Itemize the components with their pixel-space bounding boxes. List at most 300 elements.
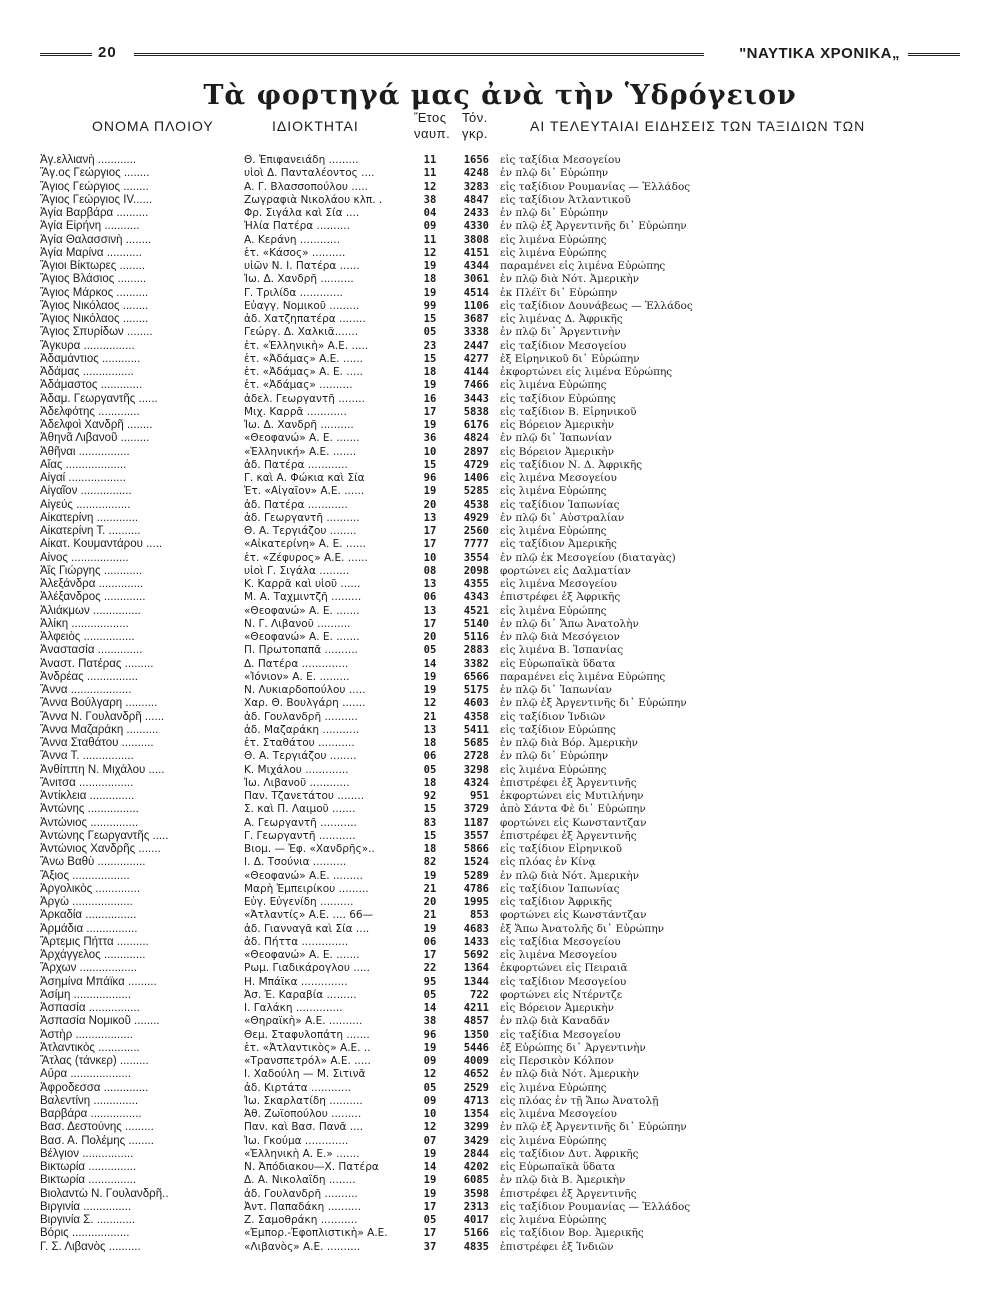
latest-news: εἰς πλόας ἐν τῇ Ἄπω Ἀνατολῇ bbox=[500, 1094, 659, 1107]
ship-name: Ἀδελφότης ............. bbox=[40, 405, 140, 418]
table-row bbox=[40, 817, 980, 830]
latest-news: ἐν πλῷ διὰ Νότ. Ἀμερικὴν bbox=[500, 1068, 640, 1081]
latest-news: ἐξ Εὐρώπης δι᾽ Ἀργεντινὴν bbox=[500, 1041, 646, 1054]
owner: Κ. Μιχάλου ............. bbox=[244, 763, 349, 776]
gross-tons: 4652 bbox=[463, 1068, 489, 1081]
year-built: 15 bbox=[423, 458, 437, 471]
year-built: 13 bbox=[423, 578, 437, 590]
table-row bbox=[40, 432, 980, 445]
ship-name: Ἄννα Τ. ................ bbox=[40, 750, 134, 763]
ship-name: Ἀθηνᾶ Λιβανοῦ ......... bbox=[40, 432, 150, 445]
latest-news: εἰς Περσικὸν Κόλπον bbox=[500, 1055, 614, 1067]
owner: ἑτ. «Κάσος» .......... bbox=[244, 246, 346, 259]
table-row bbox=[40, 962, 980, 975]
ship-name: Ἄννα Σταθάτου .......... bbox=[40, 737, 154, 749]
owner: «Θεοφανώ» Α. Ε. ....... bbox=[244, 949, 360, 961]
year-built: 20 bbox=[423, 498, 437, 511]
table-row bbox=[40, 976, 980, 989]
col-header-tons-2: γκρ. bbox=[462, 126, 489, 141]
table-row bbox=[40, 512, 980, 525]
latest-news: ἐκ Πλέϊτ δι᾽ Εὐρώπην bbox=[500, 286, 618, 299]
latest-news: ἐπιστρέφει ἐξ Ἰνδιῶν bbox=[500, 1240, 614, 1253]
table-row bbox=[40, 1201, 980, 1214]
latest-news: φορτώνει εἰς Δαλματίαν bbox=[500, 564, 631, 577]
latest-news: φορτώνει εἰς Ντέρντζε bbox=[500, 988, 623, 1001]
owner: Ι. Γαλάκη .............. bbox=[244, 1002, 343, 1014]
table-row bbox=[40, 525, 980, 538]
year-built: 08 bbox=[423, 564, 437, 577]
ship-name: Ἀνθίππη Ν. Μιχάλου ..... bbox=[40, 763, 165, 776]
owner: Μαρὴ Ἐμπειρίκου ......... bbox=[244, 882, 369, 895]
owner: ἀδ. Χατζηπατέρα ........ bbox=[244, 313, 366, 325]
table-row bbox=[40, 1121, 980, 1134]
latest-news: παραμένει εἰς λιμένα Εὐρώπης bbox=[500, 670, 666, 683]
owner: «Ἐμπορ.-Ἐφοπλιστικὴ» Α.Ε. bbox=[244, 1227, 388, 1240]
owner: «Θεοφανώ» Α. Ε. ....... bbox=[244, 631, 360, 643]
gross-tons: 4847 bbox=[463, 193, 489, 206]
gross-tons: 5446 bbox=[463, 1041, 489, 1054]
table-row bbox=[40, 777, 980, 790]
ship-name: Ἀδάμας ................ bbox=[40, 366, 134, 378]
owner: «Ἰόνιον» Α. Ε. ......... bbox=[244, 670, 350, 683]
owner: «Θεοφανώ» Α. Ε. ....... bbox=[244, 604, 360, 617]
owner: «Θεοφανώ» Α. Ε. ....... bbox=[244, 432, 360, 445]
year-built: 92 bbox=[423, 790, 437, 802]
gross-tons: 951 bbox=[470, 790, 489, 802]
gross-tons: 1433 bbox=[463, 935, 489, 948]
latest-news: εἰς ταξίδιον Ἀφρικῆς bbox=[500, 896, 613, 908]
table-row bbox=[40, 340, 980, 353]
ship-name: Γ. Σ. Λιβανὸς .......... bbox=[40, 1240, 141, 1253]
latest-news: εἰς ταξίδιον Ρουμανίας — Ἑλλάδος bbox=[500, 180, 691, 193]
owner: ἀδ. Πατέρα ............ bbox=[244, 458, 348, 471]
ship-name: Αἰγεύς ................. bbox=[40, 498, 131, 511]
latest-news: ἐν πλῷ διὰ Νότ. Ἀμερικὴν bbox=[500, 869, 640, 882]
owner: Ν. Γ. Λιβανοῦ .......... bbox=[244, 617, 351, 630]
gross-tons: 4144 bbox=[463, 366, 489, 378]
table-row bbox=[40, 393, 980, 406]
owner: Βιομ. — Ἐφ. «Χανδρῆς».. bbox=[244, 843, 375, 855]
ship-name: Ἀντώνιος ............... bbox=[40, 816, 139, 829]
latest-news: εἰς ταξίδια Μεσογείου bbox=[500, 154, 621, 166]
table-row bbox=[40, 366, 980, 379]
ship-name: Ἄρχων .................. bbox=[40, 962, 138, 975]
year-built: 06 bbox=[423, 591, 437, 604]
owner: ἀδ. Γουλανδρῆ .......... bbox=[244, 710, 358, 723]
table-row bbox=[40, 538, 980, 551]
latest-news: ἐν πλῷ διὰ Β. Ἀμερικὴν bbox=[500, 1174, 626, 1187]
year-built: 13 bbox=[423, 723, 437, 736]
year-built: 19 bbox=[423, 1041, 437, 1054]
gross-tons: 2883 bbox=[463, 644, 489, 657]
table-row bbox=[40, 287, 980, 300]
owner: Ἰω. Γκούμα ............. bbox=[244, 1134, 349, 1147]
ship-name: Ἄνω Βαθὺ ............... bbox=[40, 856, 146, 869]
table-row bbox=[40, 1029, 980, 1042]
gross-tons: 1656 bbox=[463, 154, 489, 166]
latest-news: ἐπιστρέφει ἐξ Ἀργεντινῆς bbox=[500, 776, 637, 789]
table-row bbox=[40, 406, 980, 419]
latest-news: εἰς λιμένα Εὐρώπης bbox=[500, 485, 607, 498]
ship-name: Ἄννα Μαζαράκη .......... bbox=[40, 723, 159, 736]
table-row bbox=[40, 552, 980, 565]
gross-tons: 3061 bbox=[463, 273, 489, 286]
owner: Γ. Γεωργαντῆ ........... bbox=[244, 829, 356, 842]
year-built: 19 bbox=[423, 1187, 437, 1200]
year-built: 19 bbox=[423, 260, 437, 272]
header-rule-right bbox=[908, 53, 960, 56]
latest-news: ἐν πλῷ δι᾽ Ἰαπωνίαν bbox=[500, 684, 612, 696]
latest-news: ἀπὸ Σάντα Φὲ δι᾽ Εὐρώπην bbox=[500, 803, 646, 816]
year-built: 18 bbox=[423, 843, 437, 855]
ship-name: Ἀλεξάνδρα .............. bbox=[40, 578, 144, 590]
gross-tons: 1995 bbox=[463, 896, 489, 908]
owner: Ζωγραφιὰ Νικολάου κλπ. . bbox=[244, 193, 383, 206]
owner: Ι. Δ. Τσούνια .......... bbox=[244, 856, 347, 869]
latest-news: ἐν πλῷ δι᾽ Εὐρώπην bbox=[500, 750, 609, 763]
latest-news: εἰς λιμένα Εὐρώπης bbox=[500, 604, 607, 617]
header-rule-middle bbox=[134, 53, 704, 56]
ship-name: Ἅγιοι Βίκτωρες ........ bbox=[40, 260, 146, 272]
latest-news: ἐν πλῷ διὰ Καναδᾶν bbox=[500, 1015, 610, 1028]
table-row bbox=[40, 181, 980, 194]
latest-news: εἰς λιμένα Εὐρώπης bbox=[500, 525, 607, 537]
table-row bbox=[40, 1174, 980, 1187]
owner: Θεμ. Σταφυλοπάτη ....... bbox=[244, 1028, 370, 1041]
col-header-name: ΟΝΟΜΑ ΠΛΟΙΟΥ bbox=[92, 118, 214, 134]
gross-tons: 2897 bbox=[463, 445, 489, 458]
gross-tons: 4330 bbox=[463, 220, 489, 233]
latest-news: εἰς ταξίδια Μεσογείου bbox=[500, 1028, 621, 1041]
ship-name: Ἄννα Βούλγαρη .......... bbox=[40, 697, 158, 710]
table-row bbox=[40, 658, 980, 671]
latest-news: ἐν πλῷ δι᾽ Εὐρώπην bbox=[500, 167, 609, 180]
latest-news: εἰς ταξίδιον Ν. Δ. Ἀφρικῆς bbox=[500, 458, 643, 471]
owner: Εὐγ. Εὐγενίδη .......... bbox=[244, 896, 354, 908]
gross-tons: 3557 bbox=[463, 829, 489, 842]
table-row bbox=[40, 446, 980, 459]
ship-name: Ἀσπασία Νομικοῦ ........ bbox=[40, 1015, 160, 1028]
owner: Α. Γ. Βλασσοπούλου ..... bbox=[244, 180, 369, 193]
ship-name: Ἄνιτσα ................. bbox=[40, 776, 134, 789]
owner: ἀδ. Γουλανδρῆ .......... bbox=[244, 1187, 358, 1200]
owner: «Αἰκατερίνη» Α. Ε. ...... bbox=[244, 538, 366, 551]
table-row bbox=[40, 870, 980, 883]
page-number: 20 bbox=[98, 44, 117, 61]
latest-news: ἐν πλῷ ἐξ Ἀργεντινῆς δι᾽ Εὐρώπην bbox=[500, 1121, 687, 1134]
table-row bbox=[40, 1055, 980, 1068]
owner: «Λιβανὸς» Α.Ε. .......... bbox=[244, 1240, 361, 1253]
ship-name: Βαλεντίνη .............. bbox=[40, 1094, 139, 1107]
year-built: 10 bbox=[423, 551, 437, 564]
owner: υἱοὶ Δ. Πανταλέοντος .... bbox=[244, 167, 375, 180]
year-built: 18 bbox=[423, 273, 437, 286]
col-header-year-1: Ἔτος bbox=[414, 110, 447, 125]
gross-tons: 722 bbox=[470, 988, 489, 1001]
table-row bbox=[40, 1135, 980, 1148]
ship-name: Ἀλέξανδρος ............. bbox=[40, 591, 146, 604]
owner: Θ. Α. Τεργιάζου ........ bbox=[244, 750, 357, 763]
owner: Ἀθ. Ζωϊοπούλου ......... bbox=[244, 1108, 362, 1120]
latest-news: εἰς πλόας ἐν Κίνᾳ bbox=[500, 856, 596, 869]
table-row bbox=[40, 459, 980, 472]
col-header-tons-1: Τόν. bbox=[462, 110, 488, 125]
ship-name: Ἅγ.ος Γεώργιος ........ bbox=[40, 167, 150, 180]
latest-news: ἐκφορτώνει εἰς λιμένα Εὐρώπης bbox=[500, 366, 673, 378]
gross-tons: 4683 bbox=[463, 922, 489, 935]
year-built: 13 bbox=[423, 604, 437, 617]
table-row bbox=[40, 326, 980, 339]
table-row bbox=[40, 1068, 980, 1081]
gross-tons: 4514 bbox=[463, 286, 489, 299]
owner: Μ. Α. Ταχμιντζῆ ......... bbox=[244, 591, 362, 604]
gross-tons: 5692 bbox=[463, 949, 489, 961]
latest-news: εἰς λιμένα Μεσογείου bbox=[500, 949, 617, 961]
table-row bbox=[40, 724, 980, 737]
gross-tons: 1364 bbox=[463, 962, 489, 975]
owner: Ι. Χαδούλη — Μ. Σιτινᾶ bbox=[244, 1068, 366, 1081]
latest-news: φορτώνει εἰς Κωνσταντζαν bbox=[500, 816, 647, 829]
ship-name: Ἁγία Μαρίνα ........... bbox=[40, 246, 142, 259]
owner: «Θεοφανώ» Α.Ε. ......... bbox=[244, 869, 363, 882]
latest-news: εἰς ταξίδιον Βορ. Ἀμερικῆς bbox=[500, 1227, 644, 1240]
table-row bbox=[40, 353, 980, 366]
year-built: 05 bbox=[423, 326, 437, 339]
latest-news: ἐπιστρέφει ἐξ Ἀφρικῆς bbox=[500, 591, 621, 604]
ship-name: Βόρις .................. bbox=[40, 1227, 130, 1240]
table-row bbox=[40, 234, 980, 247]
latest-news: εἰς ταξίδιον Ἰαπωνίας bbox=[500, 498, 620, 511]
latest-news: εἰς ταξίδιον Ρουμανίας — Ἑλλάδος bbox=[500, 1200, 691, 1213]
year-built: 15 bbox=[423, 352, 437, 365]
year-built: 21 bbox=[423, 710, 437, 723]
ship-name: Ἄγκυρα ................ bbox=[40, 339, 135, 352]
owner: ἑτ. Σταθάτου ........... bbox=[244, 737, 355, 749]
latest-news: εἰς ταξίδιον Εἰρηνικοῦ bbox=[500, 843, 623, 855]
table-row bbox=[40, 1148, 980, 1161]
ship-name: Ἀδελφοὶ Χανδρῆ ........ bbox=[40, 419, 153, 431]
table-row bbox=[40, 949, 980, 962]
latest-news: φορτώνει εἰς Κωνστάντζαν bbox=[500, 909, 647, 922]
ship-name: Ἀφροδεσσα .............. bbox=[40, 1081, 149, 1094]
gross-tons: 6176 bbox=[463, 419, 489, 431]
gross-tons: 3687 bbox=[463, 313, 489, 325]
table-row bbox=[40, 856, 980, 869]
owner: ἀδ. Πήττα .............. bbox=[244, 935, 349, 948]
latest-news: εἰς ταξίδιον Δυτ. Ἀφρικῆς bbox=[500, 1147, 639, 1160]
owner: Ἀσ. Ἐ. Καραβία ......... bbox=[244, 988, 357, 1001]
latest-news: εἰς ταξίδιον Μεσογείου bbox=[500, 975, 627, 988]
ship-name: Αὔρα ................... bbox=[40, 1068, 132, 1081]
year-built: 17 bbox=[423, 1227, 437, 1240]
table-row bbox=[40, 260, 980, 273]
ship-name: Ἀναστασία .............. bbox=[40, 644, 143, 657]
year-built: 12 bbox=[423, 246, 437, 259]
owner: Παν. Τζανετάτου ........ bbox=[244, 790, 365, 802]
ship-name: Βαρβάρα ................ bbox=[40, 1108, 142, 1120]
year-built: 99 bbox=[423, 299, 437, 312]
table-row bbox=[40, 591, 980, 604]
table-row bbox=[40, 419, 980, 432]
year-built: 06 bbox=[423, 935, 437, 948]
ship-name: Ἅγιος Νικόλαος ........ bbox=[40, 299, 149, 312]
year-built: 20 bbox=[423, 896, 437, 908]
latest-news: εἰς ταξίδιον Β. Εἰρηνικοῦ bbox=[500, 405, 637, 418]
latest-news: ἐκφορτώνει εἰς Πειραιᾶ bbox=[500, 962, 628, 975]
ship-name: Ἀδαμ. Γεωργαντῆς ...... bbox=[40, 392, 158, 405]
owner: Ἰω. Λιβανοῦ ............ bbox=[244, 776, 350, 789]
table-row bbox=[40, 923, 980, 936]
gross-tons: 6566 bbox=[463, 670, 489, 683]
table-row bbox=[40, 1227, 980, 1240]
latest-news: εἰς λιμένα Εὐρώπης bbox=[500, 1134, 607, 1147]
owner: Φρ. Σιγάλα καὶ Σία .... bbox=[244, 207, 360, 219]
gross-tons: 6085 bbox=[463, 1174, 489, 1187]
year-built: 05 bbox=[423, 1081, 437, 1094]
owner: Γ. καὶ Α. Φώκια καὶ Σία bbox=[244, 472, 365, 484]
gross-tons: 2560 bbox=[463, 525, 489, 537]
year-built: 95 bbox=[423, 975, 437, 988]
gross-tons: 4343 bbox=[463, 591, 489, 604]
gross-tons: 3429 bbox=[463, 1134, 489, 1147]
gross-tons: 4603 bbox=[463, 697, 489, 710]
table-row bbox=[40, 1161, 980, 1174]
year-built: 11 bbox=[423, 233, 437, 246]
ship-name: Ἄννα Ν. Γουλανδρῆ ...... bbox=[40, 710, 165, 723]
table-row bbox=[40, 830, 980, 843]
table-row bbox=[40, 379, 980, 392]
latest-news: ἐν πλῷ ἐκ Μεσογείου (διαταγὰς) bbox=[500, 551, 676, 564]
ship-name: Βασ. Δεστούνης ......... bbox=[40, 1121, 154, 1134]
latest-news: ἐν πλῷ ἐξ Ἀργεντινῆς δι᾽ Εὐρώπην bbox=[500, 697, 687, 710]
gross-tons: 5685 bbox=[463, 737, 489, 749]
gross-tons: 2844 bbox=[463, 1147, 489, 1160]
latest-news: ἐν πλῷ δι᾽ Αὐστραλίαν bbox=[500, 511, 625, 524]
year-built: 11 bbox=[423, 167, 437, 180]
owner: «Θηραϊκὴ» Α.Ε. .......... bbox=[244, 1015, 363, 1028]
ship-name: Αἴας ................... bbox=[40, 458, 127, 471]
gross-tons: 5175 bbox=[463, 684, 489, 696]
header-rule-left bbox=[40, 53, 92, 56]
gross-tons: 4786 bbox=[463, 882, 489, 895]
latest-news: ἐν πλῷ δι᾽ Ἄπω Ἀνατολὴν bbox=[500, 617, 639, 630]
gross-tons: 5411 bbox=[463, 723, 489, 736]
ship-name: Βιργινία ............... bbox=[40, 1200, 132, 1213]
owner: Χαρ. Θ. Βουλγάρη ....... bbox=[244, 697, 366, 710]
owner: Π. Πρωτοπαπᾶ .......... bbox=[244, 644, 358, 657]
latest-news: εἰς Εὐρωπαϊκὰ ὕδατα bbox=[500, 1161, 616, 1173]
latest-news: εἰς ταξίδιον Εὐρώπης bbox=[500, 723, 616, 736]
ship-name: Αἰγαῖον ................ bbox=[40, 485, 132, 498]
owner: ἀδ. Κιρτάτα ............ bbox=[244, 1081, 351, 1094]
owner: ἑτ. «Ἀδάμας» Α. Ε. ..... bbox=[244, 366, 364, 378]
ship-name: Ἀργολικὸς .............. bbox=[40, 882, 141, 895]
year-built: 83 bbox=[423, 816, 437, 829]
ship-name: Ἁγία Εἰρήνη ........... bbox=[40, 220, 140, 233]
ship-name: Ἅγιος Σπυρίδων ........ bbox=[40, 326, 153, 339]
year-built: 96 bbox=[423, 472, 437, 484]
table-row bbox=[40, 1015, 980, 1028]
gross-tons: 7466 bbox=[463, 379, 489, 392]
year-built: 12 bbox=[423, 1068, 437, 1081]
owner: ἀδ. Γεωργαντῆ .......... bbox=[244, 511, 360, 524]
ship-name: Ἀρκαδία ................ bbox=[40, 909, 137, 922]
year-built: 36 bbox=[423, 432, 437, 445]
gross-tons: 853 bbox=[470, 909, 489, 922]
page-header bbox=[40, 44, 960, 66]
year-built: 19 bbox=[423, 869, 437, 882]
gross-tons: 4729 bbox=[463, 458, 489, 471]
table-row bbox=[40, 803, 980, 816]
gross-tons: 2447 bbox=[463, 339, 489, 352]
ship-name: Ἀστὴρ .................. bbox=[40, 1028, 133, 1041]
gross-tons: 4521 bbox=[463, 604, 489, 617]
latest-news: εἰς ταξίδιον Ἀμερικῆς bbox=[500, 538, 617, 551]
gross-tons: 4277 bbox=[463, 352, 489, 365]
year-built: 06 bbox=[423, 750, 437, 763]
owner: Θ. Ἐπιφανειάδη ......... bbox=[244, 154, 359, 166]
owner: ἑτ. «Ἀδάμας» .......... bbox=[244, 379, 353, 392]
ship-name: Ἄννα ................... bbox=[40, 684, 132, 696]
owner: Εὐαγγ. Νομικοῦ ......... bbox=[244, 299, 360, 312]
latest-news: εἰς Βόρειον Ἀμερικὴν bbox=[500, 445, 614, 458]
ship-name: Βιολαντὼ Ν. Γουλανδρῆ.. bbox=[40, 1187, 169, 1200]
owner: Θ. Α. Τεργιάζου ........ bbox=[244, 525, 357, 537]
latest-news: εἰς ταξίδια Μεσογείου bbox=[500, 935, 621, 948]
table-row bbox=[40, 565, 980, 578]
gross-tons: 3299 bbox=[463, 1121, 489, 1134]
ship-name: Ἀλφειὸς ................ bbox=[40, 631, 135, 643]
latest-news: εἰς ταξίδιον Ἰνδιῶν bbox=[500, 710, 606, 723]
table-row bbox=[40, 1188, 980, 1201]
gross-tons: 1524 bbox=[463, 856, 489, 869]
table-row bbox=[40, 247, 980, 260]
owner: υἱῶν Ν. Ι. Πατέρα ...... bbox=[244, 260, 360, 272]
owner: «Τρανσπετρόλ» Α.Ε. ..... bbox=[244, 1055, 371, 1067]
ship-name: Ἀγ.ελλιανὴ ............ bbox=[40, 154, 137, 166]
gross-tons: 1344 bbox=[463, 975, 489, 988]
ship-name: Ἀντίκλεια .............. bbox=[40, 790, 135, 802]
owner: ἑτ. «Ζέφυρος» Α.Ε. ...... bbox=[244, 551, 368, 564]
year-built: 19 bbox=[423, 286, 437, 299]
owner: Ἠλία Πατέρα .......... bbox=[244, 220, 350, 233]
ship-name: Βιργινία Σ. ............ bbox=[40, 1214, 136, 1226]
table-row bbox=[40, 1002, 980, 1015]
year-built: 19 bbox=[423, 684, 437, 696]
ship-name: Αἰκατ. Κουμαντάρου ..... bbox=[40, 538, 163, 551]
latest-news: ἐν πλῷ διὰ Νότ. Ἀμερικὴν bbox=[500, 273, 640, 286]
owner: Ζ. Σαμοθράκη ........... bbox=[244, 1214, 358, 1226]
col-header-owner: ΙΔΙΟΚΤΗΤΑΙ bbox=[272, 118, 359, 134]
ship-name: Ἀΐς Γιώργης ............ bbox=[40, 564, 143, 577]
owner: Κ. Καρρᾶ καὶ υἱοῦ ...... bbox=[244, 578, 361, 590]
year-built: 17 bbox=[423, 1200, 437, 1213]
year-built: 37 bbox=[423, 1240, 437, 1253]
latest-news: ἐξ Ἄπω Ἀνατολῆς δι᾽ Εὐρώπην bbox=[500, 922, 664, 935]
gross-tons: 1350 bbox=[463, 1028, 489, 1041]
latest-news: εἰς ταξίδιον Ἰαπωνίας bbox=[500, 882, 620, 895]
ship-name: Ἀδάμαστος ............. bbox=[40, 379, 143, 392]
ship-name: Ἀρμάδια ................ bbox=[40, 922, 138, 935]
latest-news: εἰς Βόρειον Ἀμερικὴν bbox=[500, 1002, 614, 1014]
table-row bbox=[40, 207, 980, 220]
ships-table bbox=[40, 154, 980, 1254]
ship-name: Ἀνδρέας ................ bbox=[40, 670, 138, 683]
latest-news: παραμένει εἰς λιμένα Εὐρώπης bbox=[500, 260, 666, 272]
table-row bbox=[40, 843, 980, 856]
year-built: 96 bbox=[423, 1028, 437, 1041]
gross-tons: 3283 bbox=[463, 180, 489, 193]
